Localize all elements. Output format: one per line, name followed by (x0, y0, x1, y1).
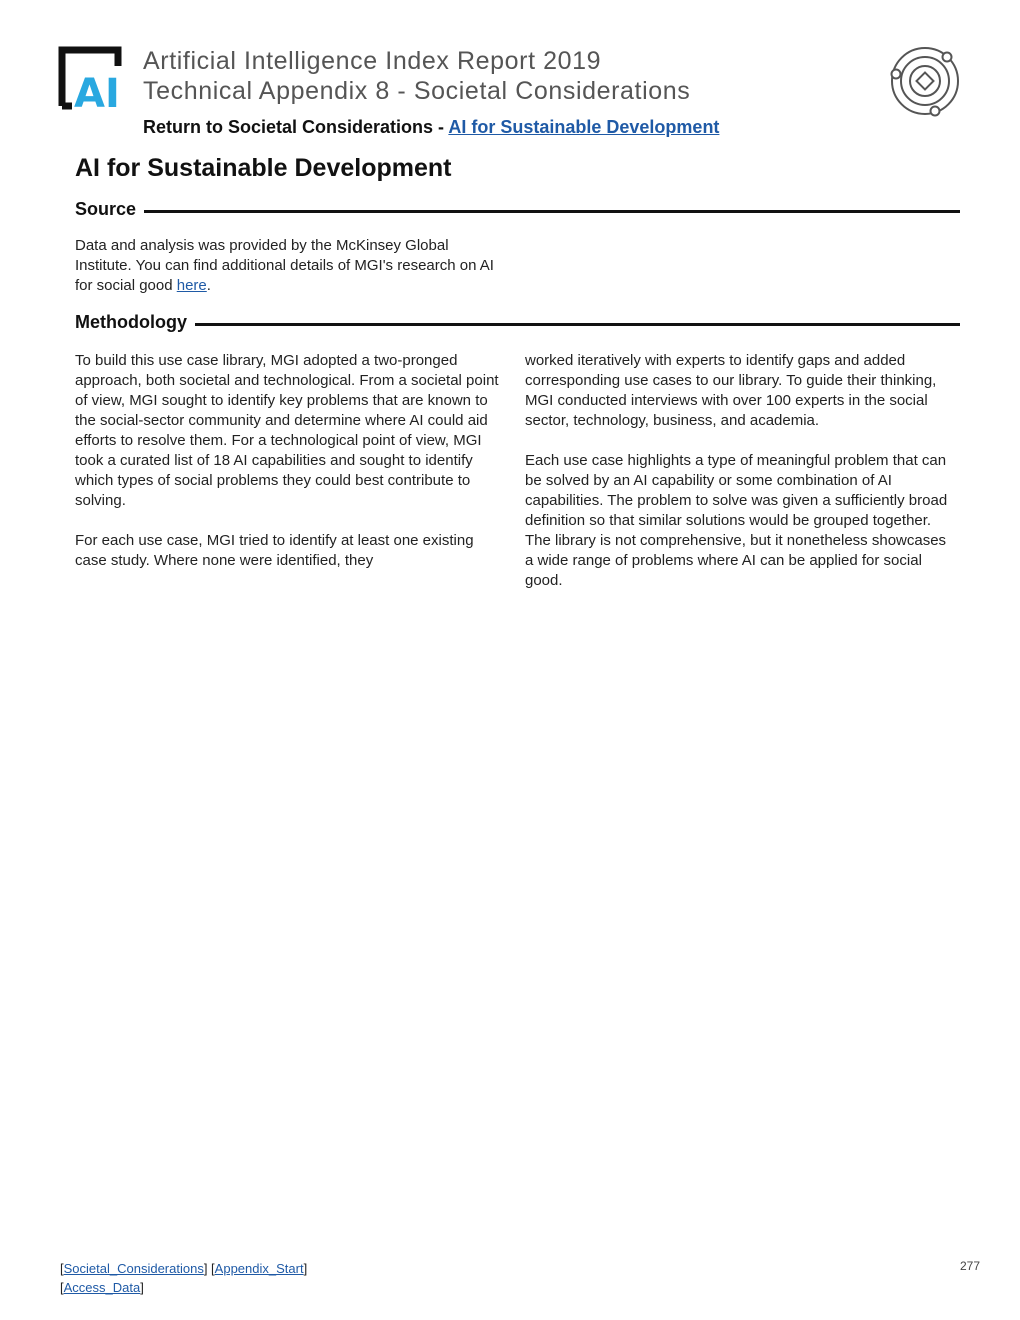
section-divider (144, 210, 960, 213)
footer-links: [Societal_Considerations] [Appendix_Start] [Access_Data] (60, 1261, 308, 1295)
ai-index-logo (58, 46, 130, 110)
methodology-paragraph: worked iteratively with experts to identify gaps and added corresponding use cases to our library. To guide their thinking, MGI conducted interviews with over 100 experts in the social sector, technology, business, and academia. (525, 352, 937, 429)
return-link[interactable]: AI for Sustainable Development (448, 117, 720, 137)
methodology-heading: Methodology (75, 312, 187, 332)
return-navigation (143, 117, 719, 138)
methodology-section-header (75, 312, 960, 333)
page-number: 277 (960, 1259, 981, 1273)
appendix-title: Technical Appendix 8 - Societal Considerations (143, 77, 691, 105)
methodology-right-column (525, 351, 955, 611)
report-title: Artificial Intelligence Index Report 2019 (143, 47, 602, 75)
source-text-end: . (206, 277, 211, 294)
source-section-header (75, 199, 960, 220)
source-text-body: Data and analysis was provided by the McKinsey Global Institute. You can find additional details of MGI's research on AI for social good (75, 237, 494, 294)
logo-text: AI (74, 71, 120, 110)
footer-link-societal[interactable]: Societal_Considerations (63, 1261, 204, 1276)
source-here-link[interactable]: here (176, 277, 207, 294)
source-heading: Source (75, 199, 137, 219)
footer-link-appendix[interactable]: Appendix_Start (214, 1261, 304, 1276)
methodology-paragraph: To build this use case library, MGI adopted a two-pronged approach, both societal and technological. From a societal point of view, MGI sought to identify key problems that are known to the social-sector community and determine where AI could aid efforts to resolve them. For a technological point of view, MGI took a curated list of 18 AI capabilities and sought to identify which types of social problems they could best contribute to solving. (75, 352, 499, 509)
methodology-paragraph: For each use case, MGI tried to identify at least one existing case study. Where none were identified, they (75, 532, 474, 569)
return-prefix: Return to Societal Considerations - (143, 117, 449, 137)
source-text (75, 236, 495, 296)
methodology-left-column (75, 351, 500, 591)
page-title: AI for Sustainable Development (75, 154, 452, 182)
section-divider (195, 323, 960, 326)
methodology-paragraph: Each use case highlights a type of meaningful problem that can be solved by an AI capability or some combination of AI capabilities. The problem to solve was given a sufficiently broad definition so that similar solutions would be grouped together. The library is not comprehensive, but it nonetheless showcases a wide range of problems where AI can be applied for social good. (525, 452, 948, 589)
orbit-icon (888, 44, 962, 118)
footer-link-access-data[interactable]: Access_Data (63, 1280, 141, 1295)
